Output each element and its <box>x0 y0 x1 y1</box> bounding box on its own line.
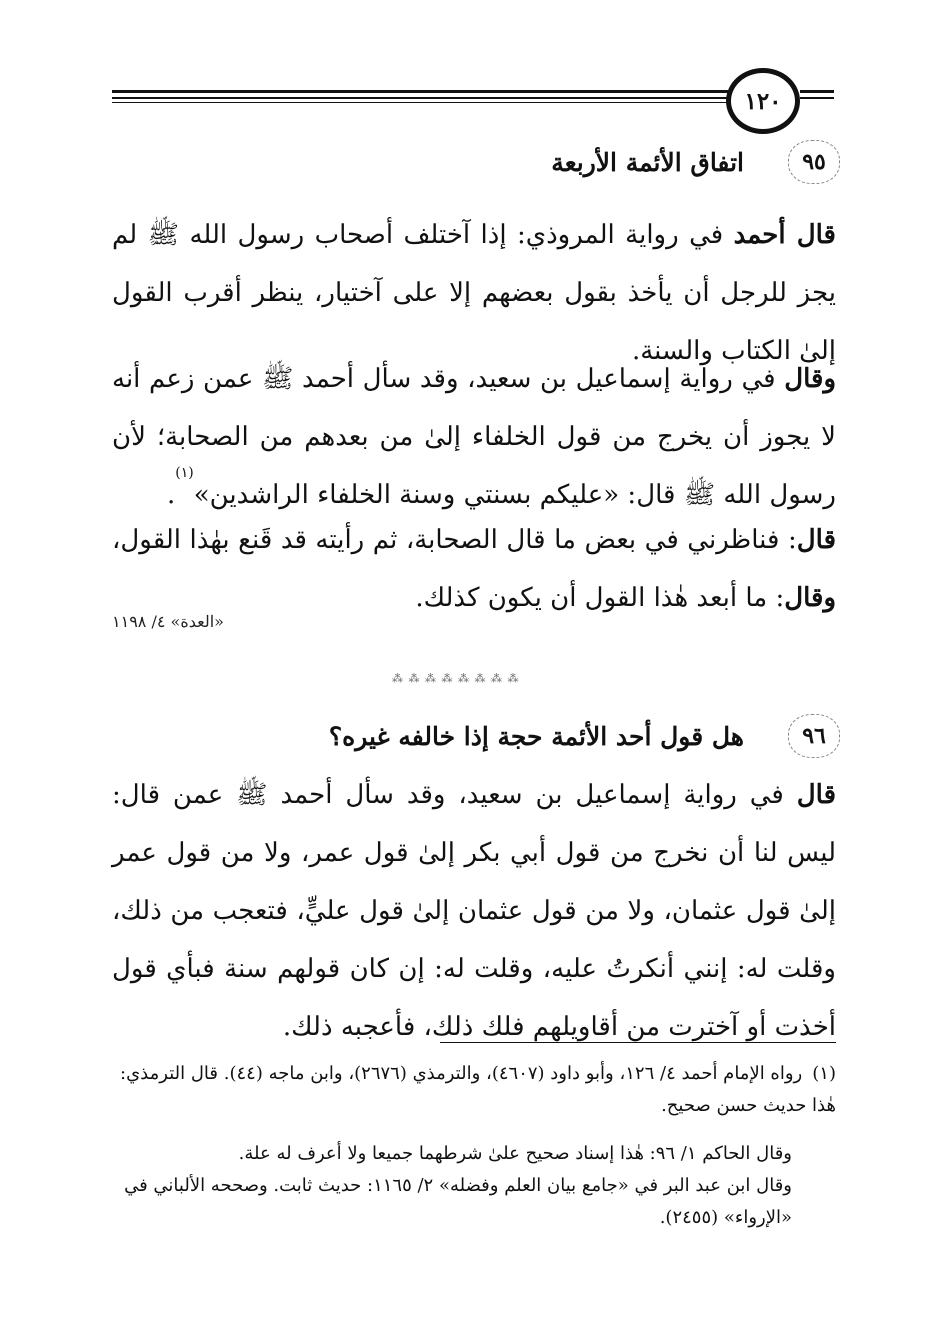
paragraph <box>112 766 836 1056</box>
speaker-label: قال <box>796 525 836 555</box>
speaker-label: وقال <box>784 583 836 613</box>
section-title: هل قول أحد الأئمة حجة إذا خالفه غيره؟ <box>328 721 744 751</box>
footnote-number: (١) <box>812 1063 836 1084</box>
paragraph-text: : فناظرني في بعض ما قال الصحابة، ثم رأيته قد قَنع بهٰذا القول، <box>112 525 797 555</box>
footnote-continuation <box>108 1138 836 1170</box>
header-rule <box>112 97 728 99</box>
section-number-badge: ٩٦ <box>788 714 840 758</box>
paragraph-text: في رواية إسماعيل بن سعيد، وقد سأل أحمد ﷺ عمن زعم أنه لا يجوز أن يخرج من قول الخلفاء إلىٰ من بعدهم من الصحابة؛ لأن رسول الله ﷺ قال: «عليكم بسنتي وسنة الخلفاء الراشدين» <box>112 364 836 510</box>
paragraph <box>112 350 836 524</box>
page-number-badge <box>726 68 800 134</box>
header-rule <box>800 97 834 99</box>
footnote-text: رواه الإمام أحمد ٤/ ١٢٦، وأبو داود (٤٦٠٧)، والترمذي (٢٦٧٦)، وابن ماجه (٤٤). قال الترمذي: هٰذا حديث حسن صحيح. <box>120 1063 836 1116</box>
footnote-ref[interactable]: (١) <box>175 465 194 481</box>
paragraph <box>112 511 836 627</box>
header-rule <box>112 102 728 103</box>
section-title: اتفاق الأئمة الأربعة <box>551 147 744 177</box>
paragraph-text: . <box>167 480 176 510</box>
header-rule <box>112 90 728 93</box>
footnote-text: وقال ابن عبد البر في «جامع بيان العلم وفضله» ٢/ ١١٦٥: حديث ثابت. وصححه الألباني في «الإرواء» (٢٤٥٥). <box>124 1175 792 1228</box>
footnote-text: وقال الحاكم ١/ ٩٦: هٰذا إسناد صحيح علىٰ شرطهما جميعا ولا أعرف له علة. <box>238 1143 792 1164</box>
source-citation: «العدة» ٤/ ١١٩٨ <box>112 612 224 631</box>
paragraph-text: في رواية إسماعيل بن سعيد، وقد سأل أحمد ﷺ عمن قال: ليس لنا أن نخرج من قول أبي بكر إلىٰ قول عمر، ولا من قول عمر إلىٰ قول عثمان، ولا من قول عثمان إلىٰ قول عليٍّ، فتعجب من ذلك، وقلت له: إنني أنكرتُ عليه، وقلت له: إن كان قولهم سنة فبأي قول أخذت أو آخترت من أقاويلهم فلك ذلك، فأعجبه ذلك. <box>112 780 836 1042</box>
section-heading-96 <box>329 714 840 758</box>
footnote-continuation <box>108 1170 836 1234</box>
section-separator: ⁂ ⁂ ⁂ ⁂ ⁂ ⁂ ⁂ ⁂ <box>392 672 520 685</box>
footnote <box>108 1058 836 1122</box>
header-rule <box>800 90 834 93</box>
paragraph-text: في رواية المروذي: إذا آختلف أصحاب رسول الله ﷺ لم يجز للرجل أن يأخذ بقول بعضهم إلا على آختيار، ينظر أقرب القول إلىٰ الكتاب والسنة. <box>112 220 836 366</box>
speaker-label: قال <box>796 780 836 810</box>
section-heading-95 <box>551 140 840 184</box>
footnote-divider <box>440 1042 836 1043</box>
paragraph-text: : ما أبعد هٰذا القول أن يكون كذلك. <box>415 583 785 613</box>
speaker-label: وقال <box>784 364 836 394</box>
section-number-badge: ٩٥ <box>788 140 840 184</box>
page-number: ١٢٠ <box>744 87 782 115</box>
speaker-label: قال أحمد <box>733 220 836 250</box>
